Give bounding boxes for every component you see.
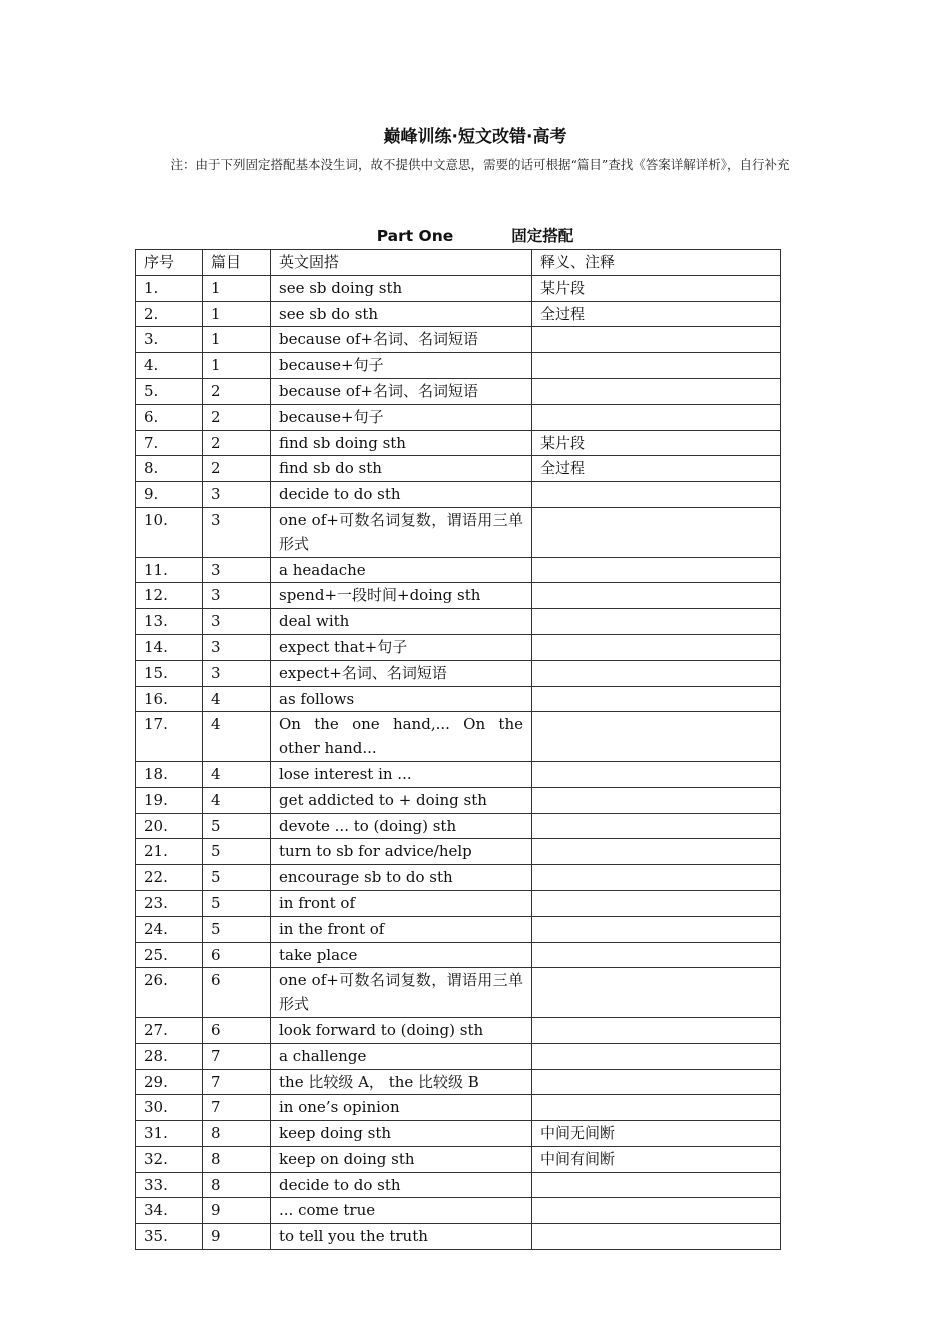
table-row (136, 404, 781, 430)
cell-number: 19. (136, 787, 203, 813)
table-row (136, 1043, 781, 1069)
cell-number: 35. (136, 1224, 203, 1250)
table-body (136, 275, 781, 1249)
cell-number: 27. (136, 1017, 203, 1043)
cell-phrase: take place (271, 942, 532, 968)
cell-number: 4. (136, 353, 203, 379)
table-row (136, 583, 781, 609)
table-row (136, 1095, 781, 1121)
table-row (136, 968, 781, 1018)
cell-number: 13. (136, 609, 203, 635)
cell-number: 7. (136, 430, 203, 456)
cell-section: 4 (203, 712, 271, 762)
cell-number: 34. (136, 1198, 203, 1224)
cell-number: 12. (136, 583, 203, 609)
cell-number: 28. (136, 1043, 203, 1069)
cell-phrase: turn to sb for advice/help (271, 839, 532, 865)
cell-section: 2 (203, 404, 271, 430)
cell-phrase: the 比较级 A， the 比较级 B (271, 1069, 532, 1095)
cell-section: 2 (203, 456, 271, 482)
cell-number: 17. (136, 712, 203, 762)
table-row (136, 482, 781, 508)
cell-section: 6 (203, 1017, 271, 1043)
cell-phrase: devote ... to (doing) sth (271, 813, 532, 839)
cell-number: 2. (136, 301, 203, 327)
cell-number: 9. (136, 482, 203, 508)
table-row (136, 327, 781, 353)
cell-note (532, 942, 781, 968)
cell-number: 25. (136, 942, 203, 968)
cell-phrase: keep on doing sth (271, 1146, 532, 1172)
table-row (136, 456, 781, 482)
cell-number: 23. (136, 890, 203, 916)
cell-phrase: one of+可数名词复数，谓语用三单形式 (271, 507, 532, 557)
table-row (136, 942, 781, 968)
cell-number: 33. (136, 1172, 203, 1198)
cell-section: 3 (203, 557, 271, 583)
cell-note (532, 482, 781, 508)
table-row (136, 557, 781, 583)
cell-note (532, 916, 781, 942)
table-row (136, 686, 781, 712)
header-section: 篇目 (203, 250, 271, 276)
cell-number: 22. (136, 865, 203, 891)
collocation-table (135, 249, 781, 1250)
table-row (136, 609, 781, 635)
cell-number: 10. (136, 507, 203, 557)
cell-phrase: lose interest in ... (271, 761, 532, 787)
cell-phrase: find sb doing sth (271, 430, 532, 456)
cell-note (532, 404, 781, 430)
cell-phrase: spend+一段时间+doing sth (271, 583, 532, 609)
cell-section: 1 (203, 275, 271, 301)
table-row (136, 660, 781, 686)
cell-phrase: encourage sb to do sth (271, 865, 532, 891)
cell-number: 1. (136, 275, 203, 301)
cell-number: 18. (136, 761, 203, 787)
table-row (136, 712, 781, 762)
cell-number: 26. (136, 968, 203, 1018)
cell-number: 29. (136, 1069, 203, 1095)
cell-section: 5 (203, 813, 271, 839)
part-label: Part One (376, 227, 454, 245)
cell-section: 6 (203, 968, 271, 1018)
cell-phrase: to tell you the truth (271, 1224, 532, 1250)
cell-section: 5 (203, 890, 271, 916)
part-subtitle: 固定搭配 (511, 227, 574, 245)
header-note: 释义、注释 (532, 250, 781, 276)
cell-section: 4 (203, 686, 271, 712)
cell-phrase: because+句子 (271, 404, 532, 430)
cell-section: 9 (203, 1224, 271, 1250)
cell-note (532, 1172, 781, 1198)
cell-section: 3 (203, 634, 271, 660)
cell-note: 中间无间断 (532, 1121, 781, 1147)
cell-phrase: in the front of (271, 916, 532, 942)
cell-section: 3 (203, 482, 271, 508)
document-title: 巅峰训练·短文改错·高考 (383, 127, 567, 147)
cell-phrase: decide to do sth (271, 1172, 532, 1198)
cell-phrase: ... come true (271, 1198, 532, 1224)
table-row (136, 353, 781, 379)
cell-note (532, 378, 781, 404)
cell-number: 6. (136, 404, 203, 430)
cell-note (532, 1224, 781, 1250)
table-row (136, 275, 781, 301)
cell-note: 中间有间断 (532, 1146, 781, 1172)
table-row (136, 1017, 781, 1043)
cell-phrase: because of+名词、名词短语 (271, 327, 532, 353)
cell-note (532, 660, 781, 686)
cell-note (532, 609, 781, 635)
table-row (136, 1198, 781, 1224)
cell-section: 6 (203, 942, 271, 968)
cell-section: 3 (203, 609, 271, 635)
cell-phrase: because of+名词、名词短语 (271, 378, 532, 404)
table-header-row (136, 250, 781, 276)
cell-note: 某片段 (532, 430, 781, 456)
cell-number: 31. (136, 1121, 203, 1147)
part-heading (0, 224, 950, 246)
cell-note (532, 353, 781, 379)
cell-section: 1 (203, 327, 271, 353)
table-row (136, 761, 781, 787)
cell-number: 3. (136, 327, 203, 353)
document-note: 注：由于下列固定搭配基本没生词，故不提供中文意思，需要的话可根据“篇目”查找《答案详解详析》，自行补充 (170, 157, 790, 172)
cell-section: 7 (203, 1043, 271, 1069)
cell-section: 8 (203, 1146, 271, 1172)
cell-number: 8. (136, 456, 203, 482)
cell-section: 1 (203, 301, 271, 327)
table-row (136, 1172, 781, 1198)
cell-note (532, 1017, 781, 1043)
cell-section: 5 (203, 916, 271, 942)
cell-number: 14. (136, 634, 203, 660)
cell-note (532, 557, 781, 583)
cell-phrase: see sb doing sth (271, 275, 532, 301)
cell-note (532, 813, 781, 839)
table-row (136, 1121, 781, 1147)
table-row (136, 378, 781, 404)
cell-number: 11. (136, 557, 203, 583)
cell-note (532, 634, 781, 660)
cell-phrase: a headache (271, 557, 532, 583)
cell-phrase: On the one hand,... On the other hand... (271, 712, 532, 762)
cell-note (532, 686, 781, 712)
cell-section: 5 (203, 839, 271, 865)
cell-note (532, 865, 781, 891)
cell-phrase: see sb do sth (271, 301, 532, 327)
cell-note: 全过程 (532, 301, 781, 327)
header-number: 序号 (136, 250, 203, 276)
table-row (136, 301, 781, 327)
cell-note (532, 890, 781, 916)
cell-phrase: expect that+句子 (271, 634, 532, 660)
cell-note (532, 1043, 781, 1069)
table-row (136, 839, 781, 865)
table-row (136, 634, 781, 660)
cell-note (532, 761, 781, 787)
table-row (136, 1224, 781, 1250)
cell-phrase: look forward to (doing) sth (271, 1017, 532, 1043)
cell-number: 5. (136, 378, 203, 404)
table-row (136, 890, 781, 916)
cell-section: 3 (203, 583, 271, 609)
cell-phrase: decide to do sth (271, 482, 532, 508)
cell-phrase: find sb do sth (271, 456, 532, 482)
cell-section: 8 (203, 1121, 271, 1147)
cell-note (532, 1198, 781, 1224)
cell-note (532, 1069, 781, 1095)
cell-note (532, 583, 781, 609)
header-phrase: 英文固搭 (271, 250, 532, 276)
cell-note (532, 839, 781, 865)
table-row (136, 1069, 781, 1095)
cell-number: 16. (136, 686, 203, 712)
cell-phrase: deal with (271, 609, 532, 635)
cell-section: 3 (203, 507, 271, 557)
cell-phrase: in one’s opinion (271, 1095, 532, 1121)
cell-number: 30. (136, 1095, 203, 1121)
cell-note: 全过程 (532, 456, 781, 482)
cell-section: 9 (203, 1198, 271, 1224)
cell-phrase: as follows (271, 686, 532, 712)
cell-phrase: a challenge (271, 1043, 532, 1069)
cell-section: 1 (203, 353, 271, 379)
cell-section: 2 (203, 430, 271, 456)
table-row (136, 507, 781, 557)
cell-note: 某片段 (532, 275, 781, 301)
cell-number: 24. (136, 916, 203, 942)
cell-phrase: get addicted to + doing sth (271, 787, 532, 813)
cell-section: 7 (203, 1069, 271, 1095)
cell-section: 4 (203, 787, 271, 813)
table-row (136, 787, 781, 813)
cell-section: 3 (203, 660, 271, 686)
cell-number: 15. (136, 660, 203, 686)
cell-phrase: because+句子 (271, 353, 532, 379)
cell-phrase: one of+可数名词复数，谓语用三单形式 (271, 968, 532, 1018)
cell-phrase: expect+名词、名词短语 (271, 660, 532, 686)
cell-note (532, 712, 781, 762)
cell-section: 7 (203, 1095, 271, 1121)
cell-note (532, 1095, 781, 1121)
table-row (136, 1146, 781, 1172)
cell-number: 20. (136, 813, 203, 839)
cell-section: 4 (203, 761, 271, 787)
cell-section: 2 (203, 378, 271, 404)
cell-note (532, 787, 781, 813)
cell-note (532, 507, 781, 557)
cell-note (532, 968, 781, 1018)
cell-section: 5 (203, 865, 271, 891)
cell-section: 8 (203, 1172, 271, 1198)
table-row (136, 916, 781, 942)
table-row (136, 813, 781, 839)
cell-phrase: in front of (271, 890, 532, 916)
cell-phrase: keep doing sth (271, 1121, 532, 1147)
table-row (136, 865, 781, 891)
table-row (136, 430, 781, 456)
cell-number: 32. (136, 1146, 203, 1172)
cell-number: 21. (136, 839, 203, 865)
cell-note (532, 327, 781, 353)
